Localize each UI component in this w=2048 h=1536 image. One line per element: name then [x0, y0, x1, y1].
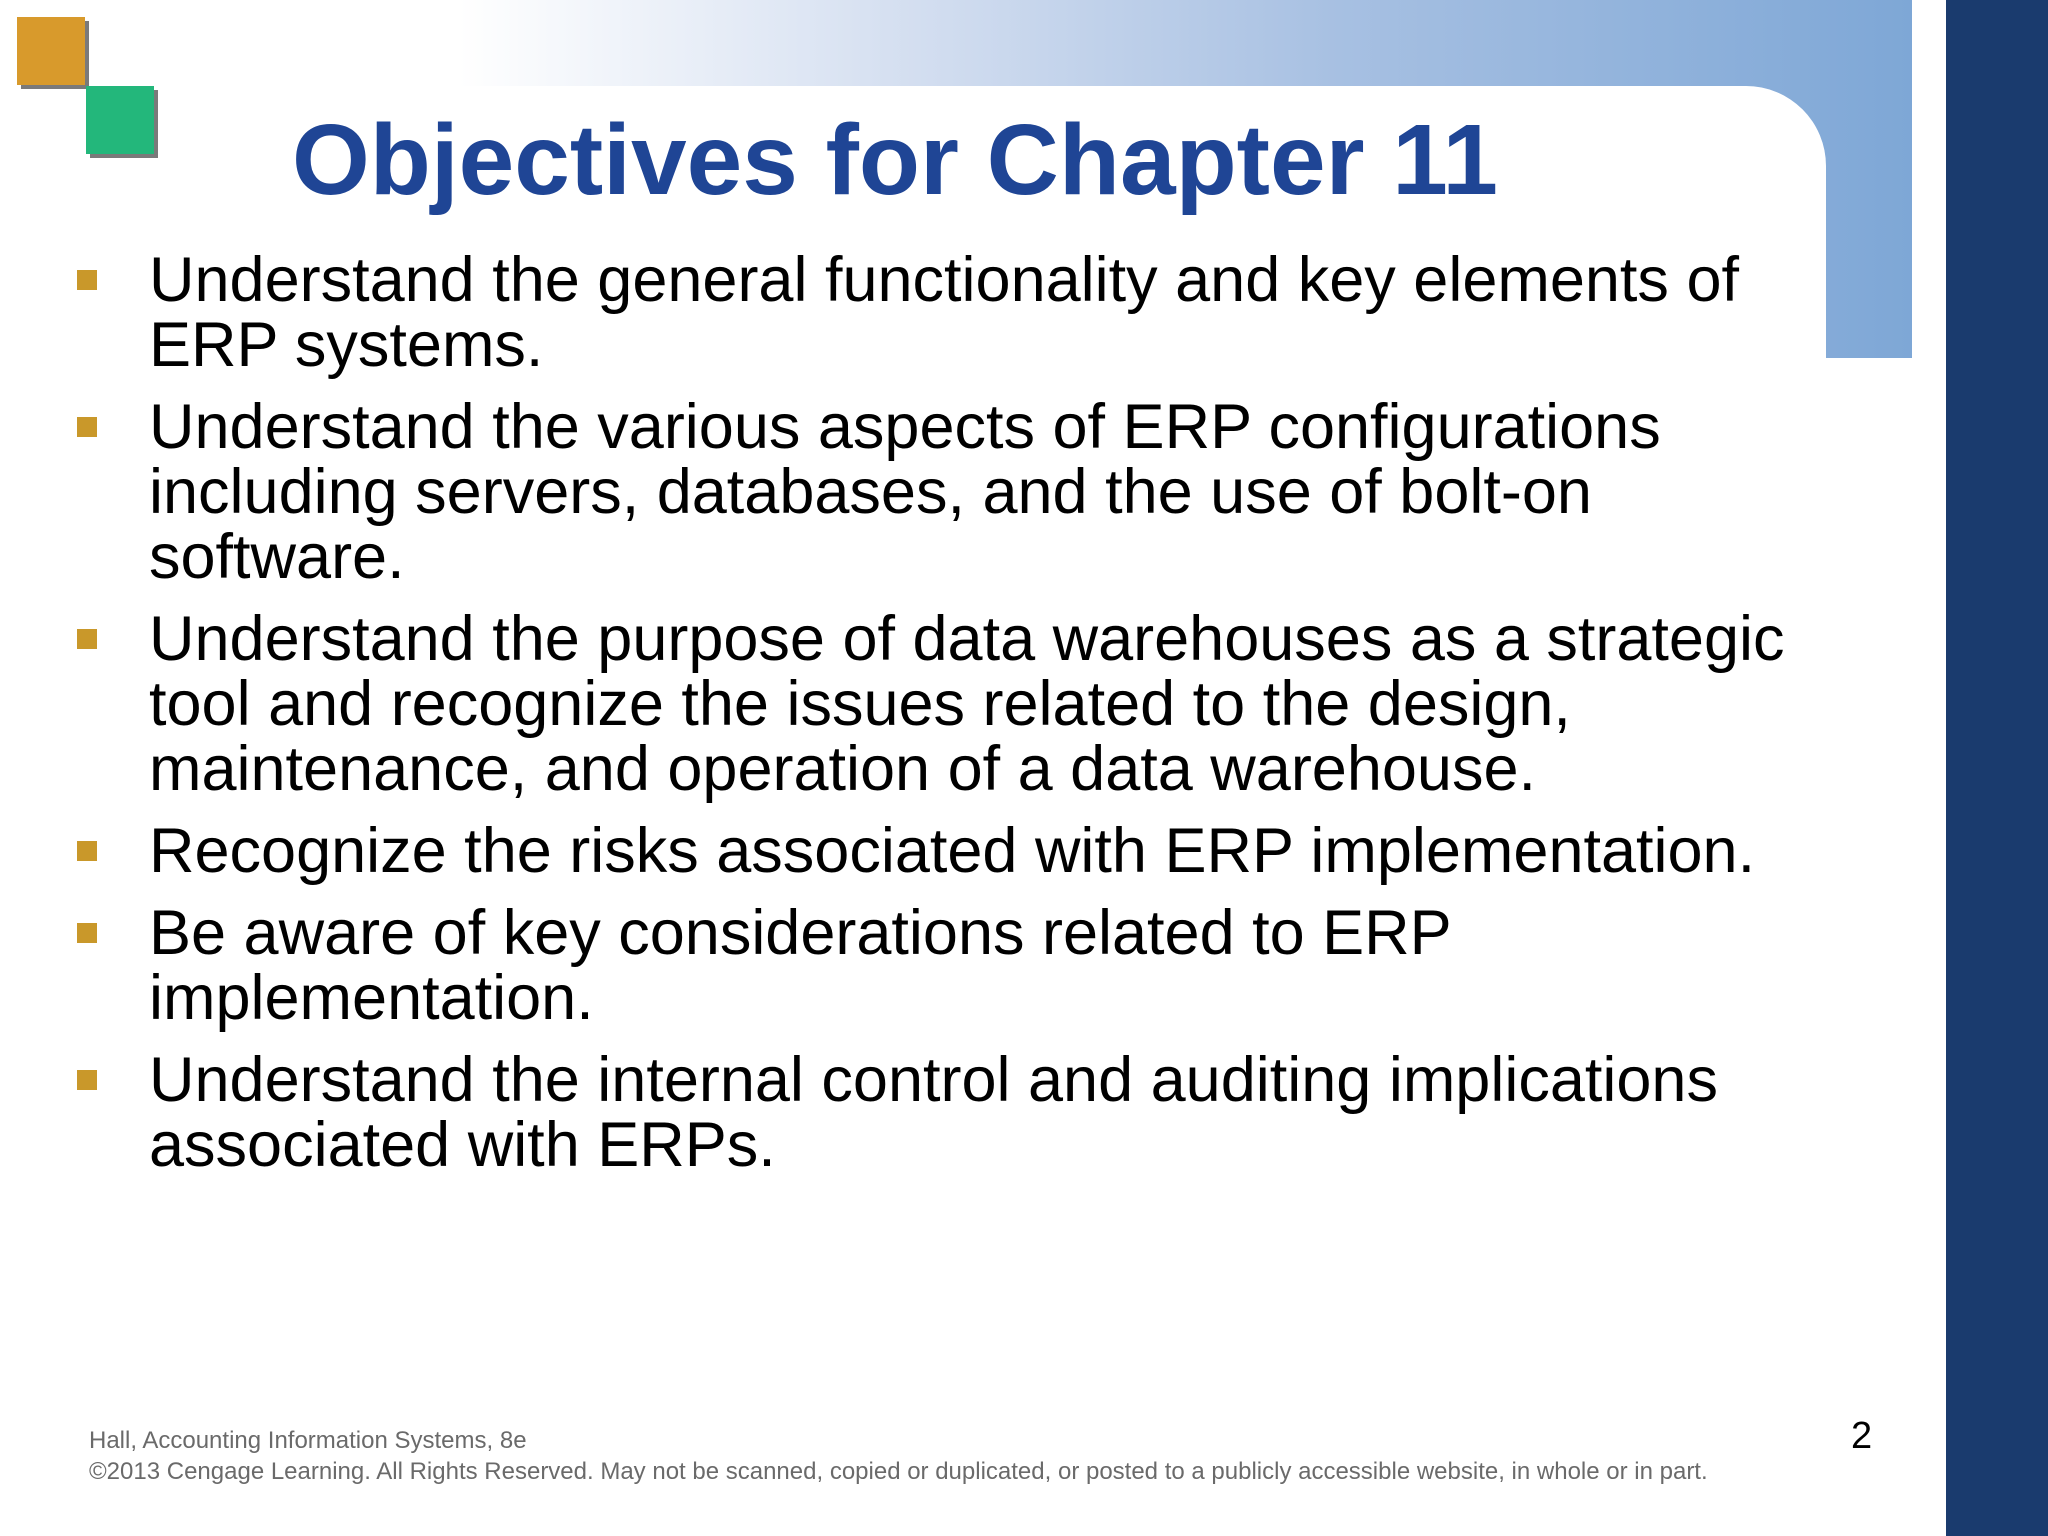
square-bullet-icon	[77, 1070, 97, 1090]
page-number: 2	[1851, 1415, 1873, 1457]
objective-item	[74, 604, 1834, 804]
objective-item	[74, 245, 1834, 380]
footer-copyright: ©2013 Cengage Learning. All Rights Reserved. May not be scanned, copied or duplicated, or posted to a publicly accessible website, in whole or in part.	[89, 1458, 1708, 1485]
objective-item	[74, 816, 1834, 886]
objective-item	[74, 1045, 1834, 1180]
right-sidebar-bar	[1946, 0, 2048, 1536]
footer-source: Hall, Accounting Information Systems, 8e	[89, 1427, 527, 1454]
square-bullet-icon	[77, 841, 97, 861]
objective-text: Be aware of key considerations related to ERP implementation.	[149, 898, 1451, 1033]
objective-text: Recognize the risks associated with ERP implementation.	[149, 816, 1756, 886]
orange-square-decoration	[17, 17, 85, 85]
objective-item	[74, 898, 1834, 1033]
objective-text: Understand the internal control and auditing implications associated with ERPs.	[149, 1045, 1718, 1180]
objective-text: Understand the various aspects of ERP configurations including servers, databases, and the use of bolt-on software.	[149, 392, 1661, 592]
objectives-list	[74, 245, 1834, 1195]
objective-item	[74, 392, 1834, 592]
square-bullet-icon	[77, 417, 97, 437]
square-bullet-icon	[77, 629, 97, 649]
slide-title: Objectives for Chapter 11	[292, 104, 1499, 216]
square-bullet-icon	[77, 923, 97, 943]
objective-text: Understand the general functionality and key elements of ERP systems.	[149, 245, 1739, 380]
square-bullet-icon	[77, 270, 97, 290]
objective-text: Understand the purpose of data warehouses as a strategic tool and recognize the issues related to the design, maintenance, and operation of a data warehouse.	[149, 604, 1785, 804]
green-square-decoration	[86, 86, 154, 154]
